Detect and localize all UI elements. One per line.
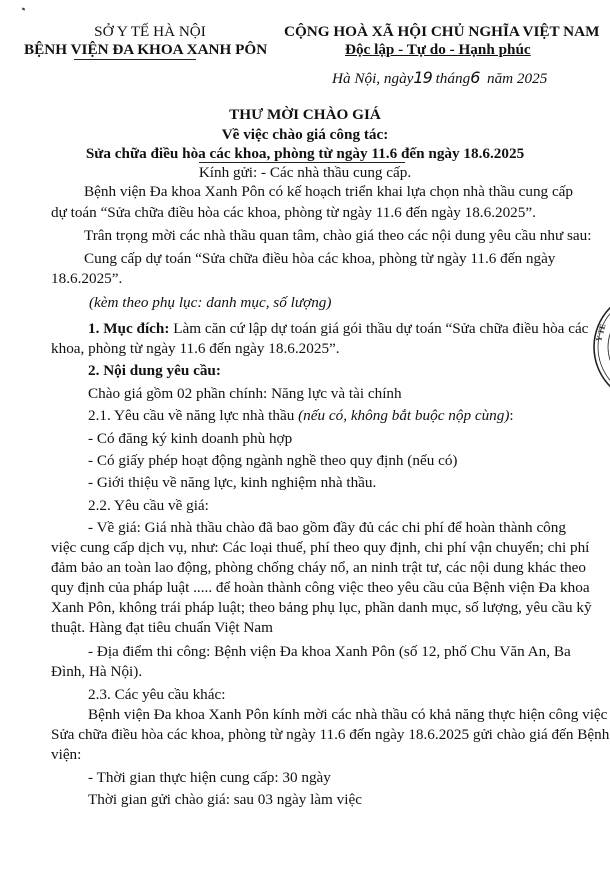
date-month-handwritten: 6: [470, 68, 480, 87]
other-req-line: Sửa chữa điều hòa các khoa, phòng từ ngày 11.6 đến ngày 18.6.2025 gửi chào giá đến Bệnh: [51, 726, 610, 743]
date-line: [332, 68, 547, 88]
date-month-label: tháng: [435, 70, 471, 87]
date-year: năm 2025: [486, 70, 548, 87]
submission-line: Thời gian gửi chào giá: sau 03 ngày làm việc: [88, 791, 362, 808]
section-1-text-a: Làm căn cứ lập dự toán giá gói thầu dự toán “Sửa chữa điều hòa các: [173, 320, 589, 337]
section-1-label: 1. Mục đích:: [88, 320, 170, 337]
scan-mark: [22, 7, 26, 10]
section-2-3-label: 2.3. Các yêu cầu khác:: [88, 686, 226, 703]
capability-item: - Có giấy phép hoạt động ngành nghề theo quy định (nếu có): [88, 452, 458, 469]
location-line-b: Đình, Hà Nội).: [51, 663, 143, 680]
other-req-line: Bệnh viện Đa khoa Xanh Pôn kính mời các nhà thầu có khả năng thực hiện công việc: [88, 706, 608, 723]
price-line: đảm bảo an toàn lao động, phòng chống cháy nổ, an ninh trật tư, các nội dung khác theo: [51, 559, 587, 576]
recipient-line: Kính gửi: - Các nhà thầu cung cấp.: [198, 164, 412, 181]
subject-label: Về việc chào giá công tác:: [221, 126, 389, 143]
section-1-line-a: [88, 320, 589, 338]
subject-text: Sửa chữa điều hòa các khoa, phòng từ ngày 11.6 đến ngày 18.6.2025: [85, 145, 525, 162]
section-2-intro: Chào giá gồm 02 phần chính: Năng lực và tài chính: [88, 385, 402, 402]
document-title: THƯ MỜI CHÀO GIÁ: [229, 106, 381, 123]
date-prefix: Hà Nội, ngày: [332, 70, 414, 87]
intro-paragraph-3a: Cung cấp dự toán “Sửa chữa điều hòa các khoa, phòng từ ngày 11.6 đến ngày: [84, 250, 556, 267]
section-2-2-label: 2.2. Yêu cầu về giá:: [88, 497, 209, 514]
stamp-outer-ring: [594, 292, 610, 402]
section-2-1-label: 2.1. Yêu cầu về năng lực nhà thầu: [88, 407, 299, 424]
price-line: quy định của pháp luật ..... để hoàn thành công việc theo yêu cầu của Bệnh viện Đa khoa: [51, 579, 590, 596]
intro-paragraph-1a: Bệnh viện Đa khoa Xanh Pôn có kế hoạch triển khai lựa chọn nhà thầu cung cấp: [84, 183, 574, 200]
attachment-note: (kèm theo phụ lục: danh mục, số lượng): [89, 294, 332, 311]
price-line: thuật. Hàng đạt tiêu chuẩn Việt Nam: [51, 619, 273, 636]
price-line: - Về giá: Giá nhà thầu chào đã bao gồm đầy đủ các chi phí để hoàn thành công: [88, 519, 566, 536]
subject-underline: [199, 162, 405, 163]
official-stamp: [588, 292, 610, 402]
other-req-line: viện:: [51, 746, 82, 763]
capability-item: - Giới thiệu về năng lực, kinh nghiệm nhà thầu.: [88, 474, 377, 491]
section-2-1-colon: :: [509, 407, 514, 424]
hospital-name: BỆNH VIỆN ĐA KHOA XANH PÔN: [24, 41, 268, 58]
date-day-handwritten: 19: [413, 68, 432, 87]
stamp-text: Y TẾ: [594, 322, 608, 343]
ministry-name: SỞ Y TẾ HÀ NỘI: [94, 23, 206, 40]
price-line: Xanh Pôn, không trái pháp luật; theo bảng phụ lục, phần danh mục, số lượng, yêu cầu kỹ: [51, 599, 592, 616]
section-1-text-b: khoa, phòng từ ngày 11.6 đến ngày 18.6.2025”.: [51, 340, 340, 357]
hospital-underline: [74, 59, 196, 60]
capability-item: - Có đăng ký kinh doanh phù hợp: [88, 430, 293, 447]
section-2-1-line: [88, 407, 514, 425]
section-2-label: 2. Nội dung yêu cầu:: [88, 362, 221, 379]
section-2-1-note: (nếu có, không bắt buộc nộp cùng): [298, 407, 510, 424]
nation-name: CỘNG HOÀ XÃ HỘI CHỦ NGHĨA VIỆT NAM: [284, 23, 600, 40]
motto: Độc lập - Tự do - Hạnh phúc: [345, 41, 531, 58]
price-line: việc cung cấp dịch vụ, như: Các loại thuế, phí theo quy định, chi phí vận chuyển; chi phí: [51, 539, 590, 556]
location-line-a: - Địa điểm thi công: Bệnh viện Đa khoa Xanh Pôn (số 12, phố Chu Văn An, Ba: [88, 643, 571, 660]
intro-paragraph-1b: dự toán “Sửa chữa điều hòa các khoa, phòng từ ngày 11.6 đến ngày 18.6.2025”.: [51, 204, 536, 221]
duration-line: - Thời gian thực hiện cung cấp: 30 ngày: [88, 769, 331, 786]
intro-paragraph-2: Trân trọng mời các nhà thầu quan tâm, chào giá theo các nội dung yêu cầu như sau:: [84, 227, 592, 244]
intro-paragraph-3b: 18.6.2025”.: [51, 270, 123, 287]
